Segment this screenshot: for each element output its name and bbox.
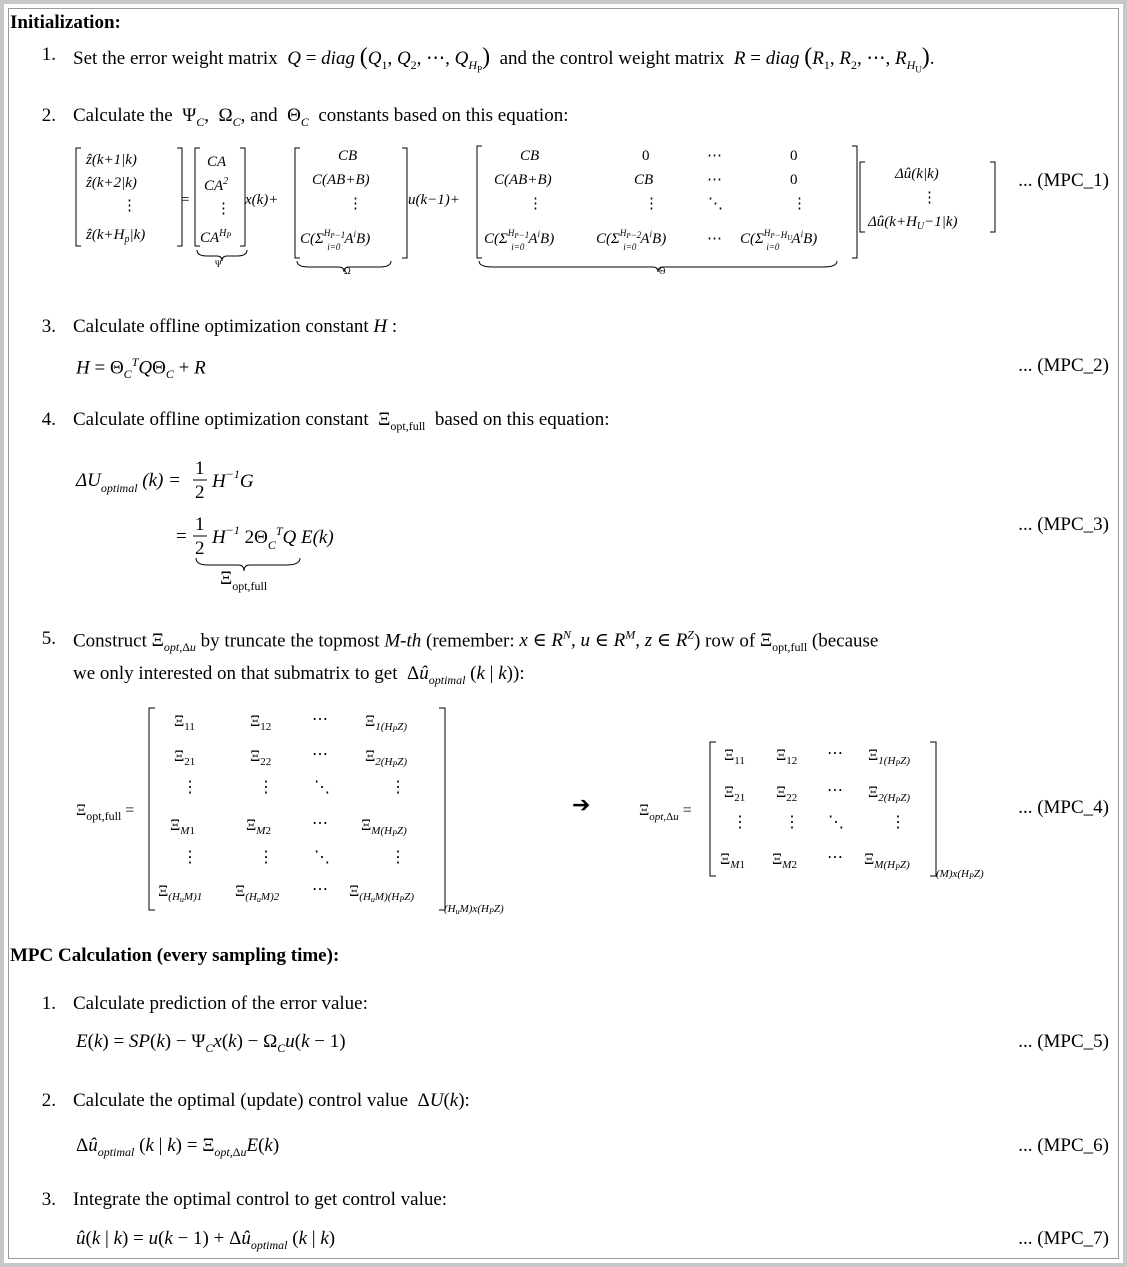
svg-text:ΞM2: $\Xi_M2$ [246, 817, 271, 837]
svg-text:⋮: ⋮ [182, 849, 198, 866]
init-step5-text-e: (because [811, 630, 879, 652]
svg-text:Ξ(HuM)1: $\Xi_{(H}uM)1$ [158, 883, 203, 904]
svg-text:2: 2 [195, 482, 205, 503]
svg-text:⋮: ⋮ [258, 849, 274, 866]
svg-text:⋯: ⋯ [312, 815, 328, 832]
mpc7-equation: û(k | $k) = u(k - 1) + \Delta û_{optimal}$ (k | k) [76, 1228, 336, 1252]
svg-text:⋯: ⋯ [312, 881, 328, 898]
svg-text:Ξ12: $\Xi_{12}$ [776, 747, 798, 767]
svg-text:CB: CB [338, 148, 358, 164]
svg-text:H−1G: $H^{-1}G$ [212, 467, 254, 492]
svg-text:⋮: ⋮ [784, 814, 800, 831]
mpc4-xi-full-sub: opt,full [86, 809, 122, 823]
svg-text:⋮: ⋮ [182, 779, 198, 796]
svg-text:⋯: ⋯ [827, 782, 843, 799]
svg-text:1: 1 [195, 458, 205, 479]
svg-text:CAHP: $CA^HP$ [200, 228, 232, 246]
svg-text:⋮: ⋮ [890, 814, 906, 831]
svg-text:ΞM(HPZ): $\Xi_{M(H}PZ$) [864, 851, 910, 872]
init-heading: Initialization: [10, 12, 121, 33]
xi-opt-full-sub: opt,full [390, 418, 426, 433]
svg-text:⋮: ⋮ [390, 849, 406, 866]
calc-step3-text: Integrate the optimal control to get control value: [73, 1189, 448, 1210]
calc-step1-number: 1. [41, 993, 56, 1014]
svg-text:1: 1 [195, 514, 205, 535]
svg-text:⋮: ⋮ [390, 779, 406, 796]
underbrace-omega-label: Ω [344, 266, 351, 275]
calc-step2-text: Calculate the optimal (update) control value [73, 1090, 409, 1111]
mpc6-equation: $\Delta û_{optimal}$ (k | $k) = \Xi_{opt,\Delta u}E(k)$ [76, 1135, 280, 1159]
svg-text:⋯: ⋯ [827, 849, 843, 866]
underbrace-psi-label: Ψ [215, 259, 222, 269]
svg-text:ẑ(k+2|k): ẑ(k+2|k) [86, 175, 137, 191]
svg-text:0: 0 [790, 148, 798, 164]
svg-text:C(ΣHP−1i=0AiB): $C(\Sigma^HP-1$ i=0 $A^iB$) [300, 228, 371, 252]
svg-text:Ξ12: $\Xi_{12}$ [250, 713, 272, 733]
svg-text:⋱: ⋱ [828, 814, 844, 831]
omega-c-symbol: $\Omega_C$ [213, 105, 241, 129]
svg-text:⋯: ⋯ [312, 746, 328, 763]
svg-text:⋯: ⋯ [707, 231, 722, 247]
svg-text:C(ΣHP−2i=0AiB): $C(\Sigma^HP-2$ i=0 $A^iB$) [596, 228, 667, 252]
svg-text:⋱: ⋱ [314, 849, 330, 866]
xi-opt-du-symbol: $\Xi_{opt,\Delta u}$ [151, 630, 196, 655]
svg-text:C(ΣHP−HUi=0AiB): $C(\Sigma^HP-HU$ i=0 $A^iB$) [740, 228, 818, 252]
svg-text:(M)x(HPZ): (M)x(HPZ) [936, 868, 984, 881]
tag-mpc6: ... (MPC_6) [1018, 1135, 1109, 1156]
svg-text:Ξopt,Δu =: $\Xi_{opt},\Delta u$ = [639, 802, 692, 823]
svg-text:⋮: ⋮ [528, 196, 543, 212]
init-step4-line [73, 409, 610, 434]
init-step2-sep2: , and [240, 105, 278, 126]
tag-mpc1: ... (MPC_1) [1018, 170, 1109, 191]
svg-text:CA2: $CA^2$ [204, 176, 229, 194]
du-optimal-symbol: $\Delta û_{optimal}$ (k | k) [402, 663, 513, 687]
svg-text:Δû(k|k): Δû(k|k) [895, 166, 939, 182]
svg-text:ẑ(k+Hp|k): $ẑ(k+H_p|k)$ [86, 227, 146, 245]
svg-text:C(ΣHP−1i=0AiB): $C(\Sigma^HP-1$ i=0 $A^iB$) [484, 228, 555, 252]
init-step3-text: Calculate offline optimization constant [73, 316, 369, 337]
tag-mpc3: ... (MPC_3) [1018, 514, 1109, 535]
svg-text:⋮: ⋮ [732, 814, 748, 831]
init-step5-text-d: ) row of [693, 630, 756, 652]
calc-step3-number: 3. [41, 1189, 56, 1210]
svg-text:ΞM1: $\Xi_M1$ [170, 817, 195, 837]
svg-text:⋮: ⋮ [644, 196, 659, 212]
svg-text:H−1 2ΘCTQ E(k): $H^{-1}$ $2\Theta_C^TQ$ E(k) [212, 523, 334, 552]
psi-c-symbol: $\Psi_C$ [177, 105, 205, 129]
svg-text:⋮: ⋮ [258, 779, 274, 796]
tag-mpc4: ... (MPC_4) [1018, 797, 1109, 818]
svg-text:x(k)+: x(k)+ [245, 192, 279, 208]
svg-text:Ξ(HuM)2: $\Xi_{(H}uM)2$ [235, 883, 280, 904]
q-matrix-formula: Q = diag ($Q_1$, $Q_2$, ⋯, $Q_{H_P}$) [287, 44, 491, 75]
svg-text:⋱: ⋱ [708, 196, 723, 212]
svg-text:2: 2 [195, 538, 205, 559]
svg-text:Δû(k+HU−1|k): $\Delta û(k+H_U-1|k)$ [868, 214, 958, 232]
init-step5-text-c: (remember: [426, 630, 515, 652]
underbrace-xi-label [220, 568, 268, 593]
svg-text:⋯: ⋯ [827, 745, 843, 762]
init-step2-sep1: , [204, 105, 210, 126]
init-step4-number: 4. [41, 409, 56, 430]
svg-text:0: 0 [790, 172, 798, 188]
svg-text:CA: CA [207, 154, 227, 170]
init-step5-number: 5. [41, 628, 56, 649]
init-step3-line [73, 316, 397, 338]
dimension-formula: x ∈ $R^N$, u ∈ $R^M$, z ∈ $R^Z$ [519, 628, 694, 652]
svg-text:ΞM(HPZ): $\Xi_{M(H}PZ$) [361, 817, 407, 838]
init-step4-text-b: based on this equation: [434, 409, 610, 430]
svg-text:C(AB+B): C(AB+B) [494, 172, 552, 188]
init-step3-number: 3. [41, 316, 56, 337]
mpc5-equation: $E(k) = SP(k) - \Psi_Cx(k) - \Omega_Cu(k - 1)$ [76, 1031, 346, 1055]
svg-text:Ξ(HuM)(HPZ): $\Xi_{(H}uM)(HPZ)$ [349, 883, 415, 904]
svg-text:⋮: ⋮ [216, 201, 231, 217]
svg-text:⋯: ⋯ [707, 148, 722, 164]
mpc3-equation [72, 450, 372, 600]
svg-text:Ξ2(HPZ): $\Xi_{2(H}PZ$) [868, 784, 911, 805]
calc-step2-line [73, 1090, 470, 1112]
init-step2-number: 2. [41, 105, 56, 126]
calc-step2-number: 2. [41, 1090, 56, 1111]
delta-u-symbol: ΔU(k): [412, 1090, 470, 1111]
svg-text:Ξ22: $\Xi_{22}$ [776, 784, 798, 804]
svg-text:⋮: ⋮ [792, 196, 807, 212]
svg-text:Ξ1(HPZ): $\Xi_{1(H}PZ$) [365, 713, 408, 734]
svg-text:⋮: ⋮ [122, 198, 137, 214]
svg-text:Ξopt,full =: $\Xi_{opt,full}$ = [76, 802, 135, 823]
r-matrix-formula: R = diag ($R_1$, $R_2$, ⋯, $R_{H_U}$). [733, 44, 935, 75]
mpc1-equation [72, 140, 1007, 275]
svg-text:=: = [176, 526, 187, 547]
underbrace-xi-symbol: Ξ [220, 568, 233, 589]
svg-text:(HuM)x(HPZ): (HuM)x(HPZ) [444, 903, 504, 916]
svg-text:Ξ21: $\Xi_{21}$ [174, 748, 196, 768]
svg-text:⋱: ⋱ [314, 779, 330, 796]
svg-text:⋯: ⋯ [707, 172, 722, 188]
calc-heading: MPC Calculation (every sampling time): [10, 945, 340, 966]
init-step5-line1 [73, 628, 878, 655]
svg-text:u(k−1)+: u(k−1)+ [408, 192, 460, 208]
init-step5-line2-text: we only interested on that submatrix to get [73, 663, 398, 684]
svg-text:CB: CB [520, 148, 540, 164]
svg-text:C(AB+B): C(AB+B) [312, 172, 370, 188]
theta-c-symbol: $\Theta_C$ [282, 105, 309, 129]
svg-text:ΞM1: $\Xi_M1$ [720, 851, 745, 871]
init-step2-line [73, 105, 568, 130]
arrow-icon: ➔ [572, 792, 591, 817]
svg-text:Ξ2(HPZ): $\Xi_{2(H}PZ$) [365, 748, 408, 769]
init-step1-text-b: and the control weight matrix [499, 48, 725, 69]
mpc2-equation: $H = \Theta_C^TQ\Theta_C + R$ [76, 355, 206, 382]
init-step5-line2: we only interested on that submatrix to get $\Delta û_{optimal}$ (k | k)): [73, 663, 525, 687]
init-step1-number: 1. [41, 44, 56, 65]
svg-text:ΔUoptimal (k) =: $\Delta U_{optimal}$ (k) = [76, 470, 181, 495]
svg-text:=: = [181, 192, 190, 208]
xi-opt-full-symbol: $\Xi_{opt,full}$ [373, 409, 426, 433]
svg-text:Ξ21: $\Xi_{21}$ [724, 784, 746, 804]
svg-text:⋯: ⋯ [312, 711, 328, 728]
init-step5-text-a: Construct [73, 630, 147, 652]
tag-mpc2: ... (MPC_2) [1018, 355, 1109, 376]
svg-text:ẑ(k+1|k): ẑ(k+1|k) [86, 152, 137, 168]
init-step1-text-a: Set the error weight matrix [73, 48, 278, 69]
svg-text:⋮: ⋮ [922, 190, 937, 206]
xi-opt-full-symbol-2: $\Xi_{opt,full}$ [759, 630, 808, 655]
svg-text:Ξ1(HPZ): $\Xi_{1(H}PZ$) [868, 747, 911, 768]
svg-text:ΞM2: $\Xi_M2$ [772, 851, 797, 871]
xi-opt-full-sub-2: opt,full [772, 640, 808, 655]
mpc4-equation [72, 700, 1012, 920]
init-step5-text-b: by truncate the topmost [200, 630, 380, 652]
tag-mpc5: ... (MPC_5) [1018, 1031, 1109, 1052]
init-step5-m-th: M-th [384, 630, 422, 652]
h-symbol: H : [373, 316, 398, 337]
init-step2-text-a: Calculate the [73, 105, 173, 126]
calc-step1-text: Calculate prediction of the error value: [73, 993, 368, 1014]
tag-mpc7: ... (MPC_7) [1018, 1228, 1109, 1249]
svg-text:0: 0 [642, 148, 650, 164]
init-step4-text-a: Calculate offline optimization constant [73, 409, 369, 430]
underbrace-theta-label: Θ [659, 266, 666, 275]
init-step2-text-b: constants based on this equation: [318, 105, 569, 126]
svg-text:⋮: ⋮ [348, 196, 363, 212]
init-step1-line [73, 44, 934, 74]
svg-text:Ξ11: $\Xi_{11}$ [174, 713, 195, 733]
underbrace-xi-sub: opt,full [232, 579, 268, 593]
svg-text:Ξ22: $\Xi_{22}$ [250, 748, 272, 768]
svg-text:Ξ11: $\Xi_{11}$ [724, 747, 745, 767]
svg-text:CB: CB [634, 172, 654, 188]
